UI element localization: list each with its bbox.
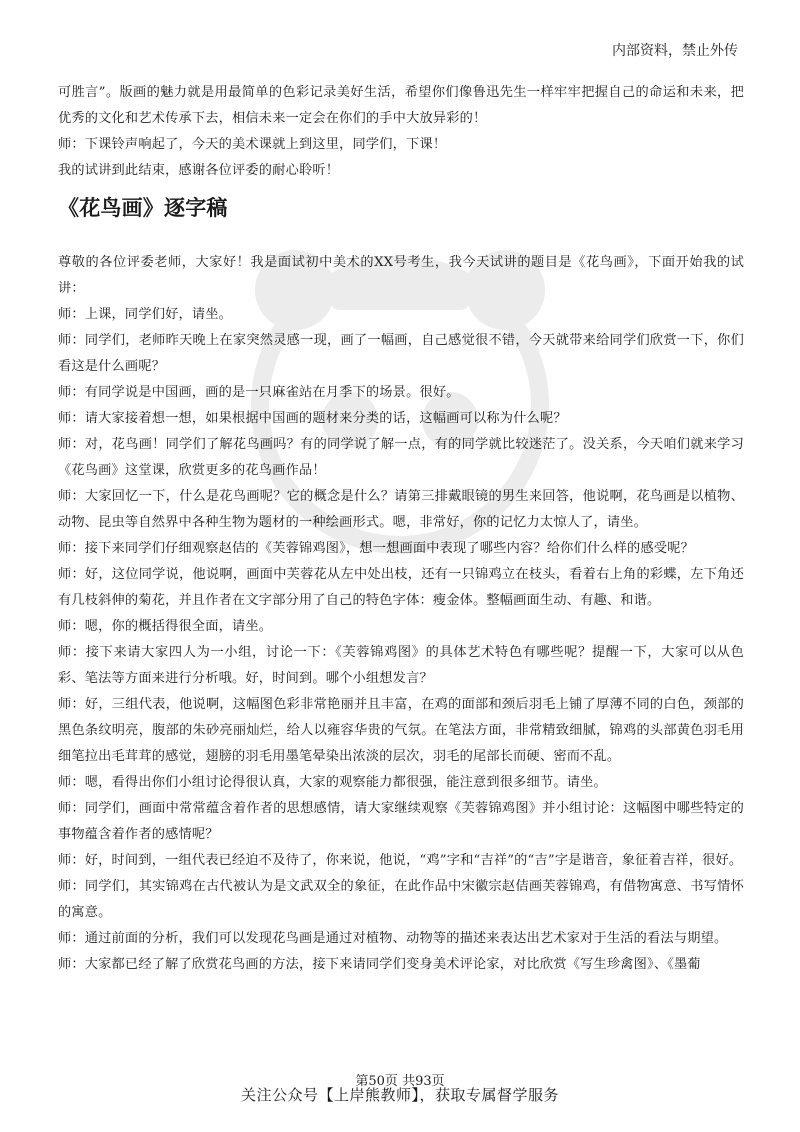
- footer-promo: 关注公众号【上岸熊教师】，获取专属督学服务: [240, 1086, 559, 1104]
- paragraph: 师：好，这位同学说，他说啊，画面中芙蓉花从左中处出枝，还有一只锦鸡立在枝头，看着右上角的彩蝶，左下角还有几枝斜伸的菊花，并且作者在文字部分用了自己的特色字体：瘦金体。整幅画面生动、有趣、和谐。: [58, 567, 744, 608]
- paragraph: 尊敬的各位评委老师，大家好！我是面试初中美术的XX号考生，我今天试讲的题目是《花鸟画》，下面开始我的试讲：: [58, 255, 744, 296]
- paragraph: 师：同学们，老师昨天晚上在家突然灵感一现，画了一幅画，自己感觉很不错，今天就带来给同学们欣赏一下，你们看这是什么画呢？: [58, 333, 744, 374]
- paragraph: 师：上课，同学们好，请坐。: [58, 307, 233, 322]
- intro-line: 可胜言”。版画的魅力就是用最简单的色彩记录美好生活，希望你们像鲁迅先生一样牢牢把握自己的命运和未来，把优秀的文化和艺术传承下去，相信未来一定会在你们的手中大放异彩的！: [58, 85, 744, 126]
- paragraph: 师：接下来请大家四人为一小组，讨论一下：《芙蓉锦鸡图》的具体艺术特色有哪些呢？提醒一下，大家可以从色彩、笔法等方面来进行分析哦。好，时间到。哪个小组想发言？: [58, 645, 744, 686]
- paragraph: 师：同学们，画面中常常蕴含着作者的思想感情，请大家继续观察《芙蓉锦鸡图》并小组讨论：这幅图中哪些特定的事物蕴含着作者的感情呢？: [58, 801, 744, 842]
- confidential-note: 内部资料，禁止外传: [612, 43, 738, 59]
- paragraph: 师：好，三组代表，他说啊，这幅图色彩非常艳丽并且丰富，在鸡的面部和颈后羽毛上铺了厚薄不同的白色，颈部的黑色条纹明亮，腹部的朱砂亮丽灿烂，给人以雍容华贵的气氛。在笔法方面，非常精致细腻，锦鸡的头部黄色羽毛用细笔拉出毛茸茸的感觉，翅膀的羽毛用墨笔晕染出浓淡的层次，羽毛的尾部长而硬、密而不乱。: [58, 697, 744, 764]
- paragraph: 师：请大家接着想一想，如果根据中国画的题材来分类的话，这幅画可以称为什么呢？: [58, 411, 567, 426]
- paragraph: 师：通过前面的分析，我们可以发现花鸟画是通过对植物、动物等的描述来表达出艺术家对于生活的看法与期望。: [58, 931, 728, 946]
- paragraph: 师：嗯，看得出你们小组讨论得很认真，大家的观察能力都很强，能注意到很多细节。请坐。: [58, 775, 607, 790]
- paragraph: 师：大家都已经了解了欣赏花鸟画的方法，接下来请同学们变身美术评论家，对比欣赏《写生珍禽图》、《墨葡: [58, 957, 701, 972]
- paragraph: 师：接下来同学们仔细观察赵佶的《芙蓉锦鸡图》，想一想画面中表现了哪些内容？给你们什么样的感受呢？: [58, 541, 694, 556]
- paragraph: 师：同学们，其实锦鸡在古代被认为是文武双全的象征，在此作品中宋徽宗赵佶画芙蓉锦鸡，有借物寓意、书写情怀的寓意。: [58, 879, 744, 920]
- document-title: 《花鸟画》逐字稿: [58, 196, 228, 220]
- paragraph: 师：大家回忆一下，什么是花鸟画呢？它的概念是什么？请第三排戴眼镜的男生来回答，他说啊，花鸟画是以植物、动物、昆虫等自然界中各种生物为题材的一种绘画形式。嗯，非常好，你的记忆力太惊人了，请坐。: [58, 489, 744, 530]
- page-number: 第50页 共93页: [355, 1074, 445, 1089]
- paragraph: 师：嗯，你的概括得很全面，请坐。: [58, 619, 273, 634]
- paragraph: 师：好，时间到，一组代表已经迫不及待了，你来说，他说，“鸡”字和“吉祥”的“吉”字是谐音，象征着吉祥，很好。: [58, 853, 743, 868]
- document-body: [58, 80, 744, 978]
- intro-line: 师：下课铃声响起了，今天的美术课就上到这里，同学们，下课！: [58, 137, 447, 152]
- paragraph: 师：对，花鸟画！同学们了解花鸟画吗？有的同学说了解一点，有的同学就比较迷茫了。没关系，今天咱们就来学习《花鸟画》这堂课，欣赏更多的花鸟画作品！: [58, 437, 744, 478]
- paragraph: 师：有同学说是中国画，画的是一只麻雀站在月季下的场景。很好。: [58, 385, 460, 400]
- intro-line: 我的试讲到此结束，感谢各位评委的耐心聆听！: [58, 163, 340, 178]
